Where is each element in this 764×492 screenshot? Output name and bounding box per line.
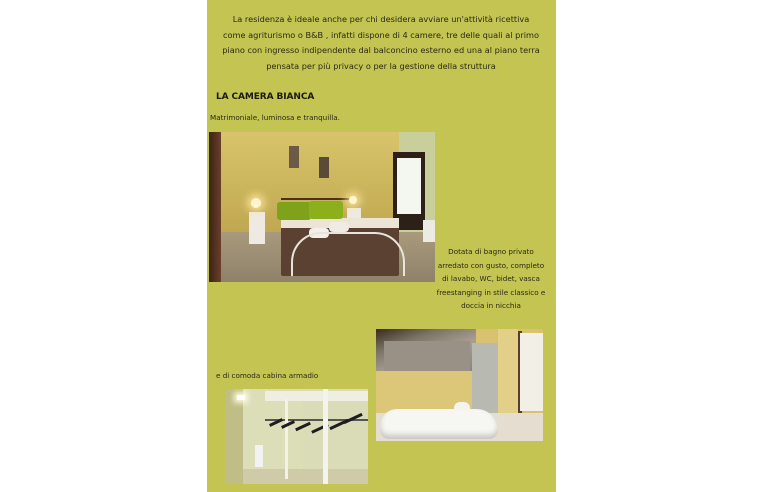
content-panel bbox=[207, 0, 556, 492]
bedroom-photo bbox=[209, 132, 435, 282]
section-heading: LA CAMERA BIANCA bbox=[216, 92, 315, 102]
bathroom-photo bbox=[376, 329, 543, 441]
intro-paragraph: La residenza è ideale anche per chi desidera avviare un'attività ricettiva come agriturismo o B&B , infatti dispone di 4 camere, tre delle quali al primo piano con ingresso indipendente dal balconcino esterno ed una al piano terra pensata per più privacy o per la gestione della struttura bbox=[222, 14, 540, 71]
wardrobe-caption: e di comoda cabina armadio bbox=[216, 371, 319, 380]
walk-in-closet-photo bbox=[225, 389, 368, 484]
bathroom-caption: Dotata di bagno privato arredato con gusto, completo di lavabo, WC, bidet, vasca freestanging in stile classico e doccia in nicchia bbox=[436, 247, 546, 310]
bedroom-caption: Matrimoniale, luminosa e tranquilla. bbox=[210, 113, 340, 122]
